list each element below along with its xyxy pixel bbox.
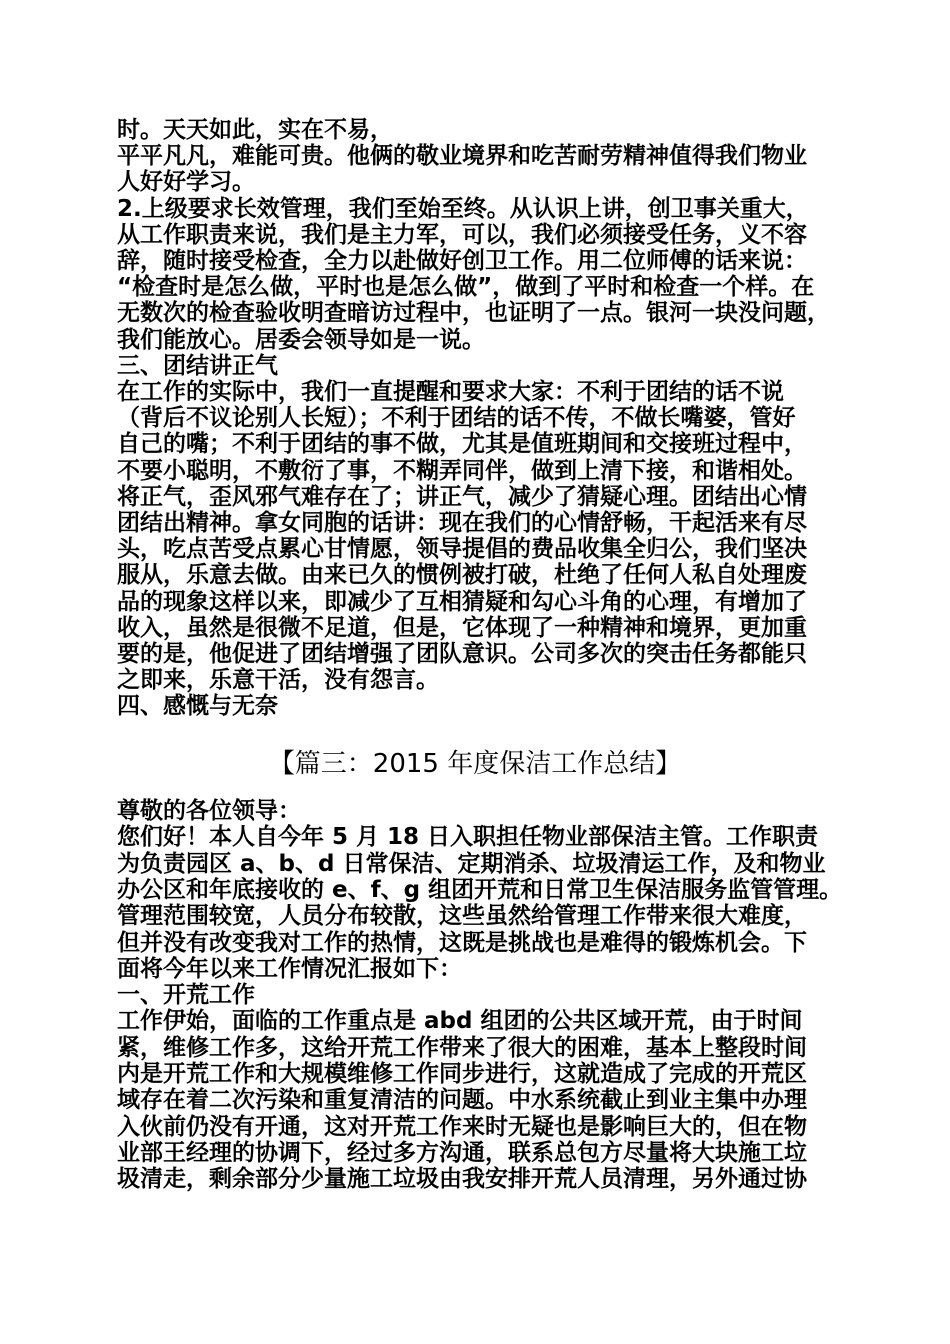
text-line: 辞，随时接受检查，全力以赴做好创卫工作。用二位师傅的话来说： xyxy=(117,248,807,274)
text-line: 收入，虽然是很微不足道，但是，它体现了一种精神和境界，更加重 xyxy=(117,614,807,641)
text-line: 我们能放心。居委会领导如是一说。 xyxy=(117,326,485,353)
text-line: 内是开荒工作和大规模维修工作同步进行，这就造成了完成的开荒区 xyxy=(117,1061,807,1087)
text-line: 工作伊始，面临的工作重点是 abd 组团的公共区域开荒，由于时间 xyxy=(117,1008,803,1035)
text-line: 办公区和年底接收的 e、f、g 组团开荒和日常卫生保洁服务监管管理。 xyxy=(117,876,843,903)
text-line: 将正气，歪风邪气难存在了；讲正气，减少了猜疑心理。团结出心情 xyxy=(117,483,807,510)
text-line: 时。天天如此，实在不易， xyxy=(117,117,393,143)
text-line: 团结出精神。拿女同胞的话讲：现在我们的心情舒畅，干起活来有尽 xyxy=(117,510,807,536)
text-line: 一、开荒工作 xyxy=(117,982,255,1009)
section-heading: 【篇三：2015 年度保洁工作总结】 xyxy=(268,749,682,779)
text-line: 要的是，他促进了团结增强了团队意识。公司多次的突击任务都能只 xyxy=(117,641,807,667)
text-line: 业部王经理的协调下，经过多方沟通，联系总包方尽量将大块施工垃 xyxy=(117,1139,807,1166)
text-line: 头，吃点苦受点累心甘情愿，领导提倡的费品收集全归公，我们坚决 xyxy=(117,536,807,563)
text-line: 面将今年以来工作情况汇报如下： xyxy=(117,955,462,982)
text-line: 尊敬的各位领导： xyxy=(117,798,301,824)
text-line: 不要小聪明，不敷衍了事，不糊弄同伴，做到上清下接，和谐相处。 xyxy=(117,457,807,484)
text-line: “检查时是怎么做，平时也是怎么做”，做到了平时和检查一个样。在 xyxy=(117,274,815,301)
text-line: 人好好学习。 xyxy=(117,169,255,196)
text-line: 三、团结讲正气 xyxy=(117,352,278,379)
text-line: 服从，乐意去做。由来已久的惯例被打破，杜绝了任何人私自处理废 xyxy=(117,562,807,589)
text-line: 四、感慨与无奈 xyxy=(117,693,278,720)
text-line: （背后不议论别人长短）；不利于团结的话不传，不做长嘴婆，管好 xyxy=(117,405,796,432)
text-line: 您们好！本人自今年 5 月 18 日入职担任物业部保洁主管。工作职责 xyxy=(117,824,819,851)
text-line: 圾清走，剩余部分少量施工垃圾由我安排开荒人员清理，另外通过协 xyxy=(117,1166,807,1193)
text-line: 在工作的实际中，我们一直提醒和要求大家：不利于团结的话不说 xyxy=(117,379,784,405)
text-line: 为负责园区 a、b、d 日常保洁、定期消杀、垃圾清运工作，及和物业 xyxy=(117,850,826,877)
text-line: 域存在着二次污染和重复清洁的问题。中水系统截止到业主集中办理 xyxy=(117,1087,807,1114)
text-line: 紧，维修工作多，这给开荒工作带来了很大的困难，基本上整段时间 xyxy=(117,1034,807,1061)
text-line: 2.上级要求长效管理，我们至始至终。从认识上讲，创卫事关重大， xyxy=(117,195,809,222)
text-line: 但并没有改变我对工作的热情，这既是挑战也是难得的锻炼机会。下 xyxy=(117,929,807,956)
text-line: 之即来，乐意干活，没有怨言。 xyxy=(117,667,439,694)
text-line: 管理范围较宽，人员分布较散，这些虽然给管理工作带来很大难度， xyxy=(117,903,807,930)
text-line: 入伙前仍没有开通，这对开荒工作来时无疑也是影响巨大的，但在物 xyxy=(117,1113,807,1140)
text-line: 平平凡凡，难能可贵。他俩的敬业境界和吃苦耐劳精神值得我们物业 xyxy=(117,143,807,170)
text-line: 从工作职责来说，我们是主力军，可以，我们必须接受任务，义不容 xyxy=(117,221,807,248)
text-line: 无数次的检查验收明查暗访过程中，也证明了一点。银河一块没问题， xyxy=(117,300,830,327)
text-line: 品的现象这样以来，即减少了互相猜疑和勾心斗角的心理，有增加了 xyxy=(117,588,807,615)
text-line: 自己的嘴；不利于团结的事不做，尤其是值班期间和交接班过程中， xyxy=(117,431,807,458)
